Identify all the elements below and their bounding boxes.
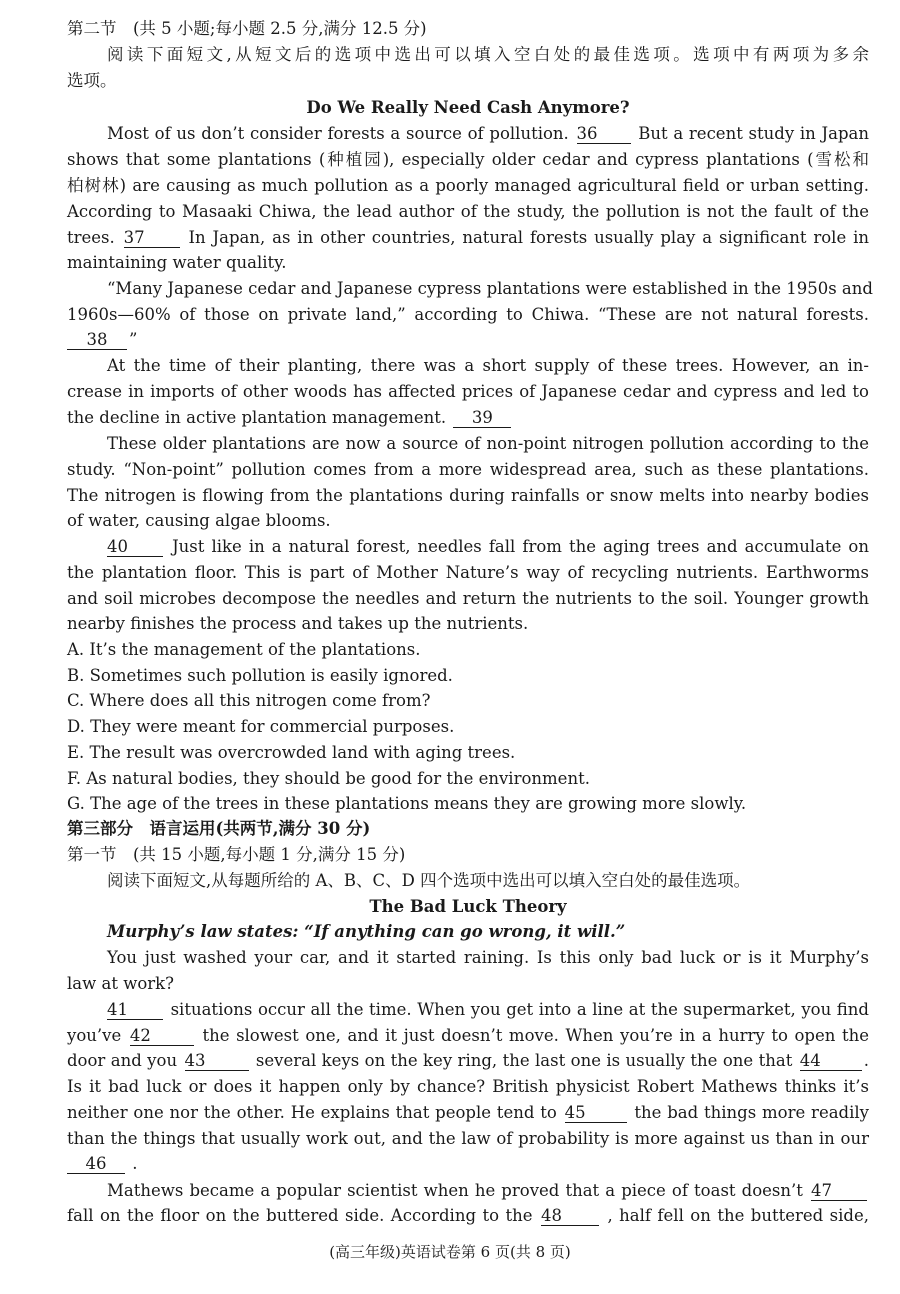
- blank-39[interactable]: 39: [453, 409, 511, 428]
- passage-line: At the time of their planting, there was a short supply of these trees. However, an in-: [107, 356, 869, 375]
- passage-line: study. “Non-point” pollution comes from a more widespread area, such as these plantations.: [67, 460, 869, 479]
- passage-line: of water, causing algae blooms.: [67, 511, 331, 530]
- blank-40[interactable]: 40: [107, 538, 163, 557]
- passage-line: 46 .: [67, 1153, 869, 1175]
- passage-line: trees. 37 In Japan, as in other countries, natural forests usually play a significant role in: [67, 228, 869, 247]
- option-b: B. Sometimes such pollution is easily ignored.: [67, 666, 453, 685]
- passage-line: law at work?: [67, 974, 174, 993]
- passage-line: The nitrogen is flowing from the plantations during rainfalls or snow melts into nearby bodies: [67, 486, 869, 505]
- instruction-text: 阅读下面短文,从每题所给的 A、B、C、D 四个选项中选出可以填入空白处的最佳选项。: [107, 871, 751, 890]
- page-footer: (高三年级)英语试卷第 6 页(共 8 页): [329, 1243, 571, 1261]
- section-header: 第一节 (共 15 小题,每小题 1 分,满分 15 分): [67, 845, 406, 864]
- blank-46[interactable]: 46: [67, 1155, 125, 1174]
- passage-line: nearby finishes the process and takes up the nutrients.: [67, 614, 529, 633]
- blank-45[interactable]: 45: [565, 1104, 627, 1123]
- passage-line: “Many Japanese cedar and Japanese cypress plantations were established in the 1950s and: [107, 279, 873, 298]
- blank-44[interactable]: 44: [800, 1052, 862, 1071]
- option-c: C. Where does all this nitrogen come from?: [67, 691, 431, 710]
- passage-line: neither one nor the other. He explains that people tend to 45 the bad things more readily: [67, 1103, 869, 1122]
- blank-42[interactable]: 42: [130, 1027, 194, 1046]
- passage-line: than the things that usually work out, and the law of probability is more against us than in our: [67, 1129, 869, 1148]
- option-e: E. The result was overcrowded land with aging trees.: [67, 743, 516, 762]
- passage-title: Do We Really Need Cash Anymore?: [306, 98, 630, 117]
- passage-line: 1960s—60% of those on private land,” according to Chiwa. “These are not natural forests.: [67, 305, 869, 324]
- option-d: D. They were meant for commercial purposes.: [67, 717, 455, 736]
- passage-quote: Murphy’s law states: “If anything can go wrong, it will.”: [107, 922, 626, 941]
- passage-line: you’ve 42 the slowest one, and it just doesn’t move. When you’re in a hurry to open the: [67, 1026, 869, 1045]
- passage-title: The Bad Luck Theory: [369, 897, 567, 916]
- passage-line: 柏树林) are causing as much pollution as a poorly managed agricultural field or urban setting.: [67, 176, 869, 195]
- blank-41[interactable]: 41: [107, 1001, 163, 1020]
- passage-line: 40 Just like in a natural forest, needles fall from the aging trees and accumulate on: [107, 537, 869, 556]
- passage-line: the plantation floor. This is part of Mother Nature’s way of recycling nutrients. Earthworms: [67, 563, 869, 582]
- instruction-text: 阅读下面短文,从短文后的选项中选出可以填入空白处的最佳选项。选项中有两项为多余: [107, 45, 869, 64]
- blank-43[interactable]: 43: [185, 1052, 249, 1071]
- passage-line: Is it bad luck or does it happen only by chance? British physicist Robert Mathews thinks it’s: [67, 1077, 869, 1096]
- passage-line: crease in imports of other woods has affected prices of Japanese cedar and cypress and led to: [67, 382, 869, 401]
- passage-line: According to Masaaki Chiwa, the lead author of the study, the pollution is not the fault of the: [67, 202, 869, 221]
- blank-47[interactable]: 47: [811, 1182, 867, 1201]
- blank-36[interactable]: 36: [577, 125, 631, 144]
- instruction-text: 选项。: [67, 71, 117, 90]
- option-g: G. The age of the trees in these plantations means they are growing more slowly.: [67, 794, 747, 813]
- part-header: 第三部分 语言运用(共两节,满分 30 分): [67, 819, 371, 838]
- passage-line: fall on the floor on the buttered side. According to the 48 , half fell on the buttered side,: [67, 1206, 869, 1225]
- passage-line: 38 ”: [67, 329, 869, 351]
- passage-line: the decline in active plantation management. 39: [67, 407, 869, 429]
- blank-38[interactable]: 38: [67, 331, 127, 350]
- passage-line: You just washed your car, and it started raining. Is this only bad luck or is it Murphy’s: [107, 948, 869, 967]
- passage-line: shows that some plantations (种植园), especially older cedar and cypress plantations (雪松和: [67, 150, 869, 169]
- passage-line: These older plantations are now a source of non-point nitrogen pollution according to the: [107, 434, 869, 453]
- blank-48[interactable]: 48: [541, 1207, 599, 1226]
- passage-line: Most of us don’t consider forests a source of pollution. 36 But a recent study in Japan: [107, 124, 869, 143]
- passage-line: maintaining water quality.: [67, 253, 287, 272]
- passage-line: and soil microbes decompose the needles and return the nutrients to the soil. Younger growth: [67, 589, 869, 608]
- passage-line: Mathews became a popular scientist when he proved that a piece of toast doesn’t 47: [107, 1180, 869, 1202]
- passage-line: 41 situations occur all the time. When you get into a line at the supermarket, you find: [107, 1000, 869, 1019]
- option-f: F. As natural bodies, they should be good for the environment.: [67, 769, 590, 788]
- blank-37[interactable]: 37: [124, 229, 180, 248]
- passage-line: door and you 43 several keys on the key ring, the last one is usually the one that 44 .: [67, 1051, 869, 1070]
- option-a: A. It’s the management of the plantations.: [67, 640, 421, 659]
- section-header: 第二节 (共 5 小题;每小题 2.5 分,满分 12.5 分): [67, 19, 427, 38]
